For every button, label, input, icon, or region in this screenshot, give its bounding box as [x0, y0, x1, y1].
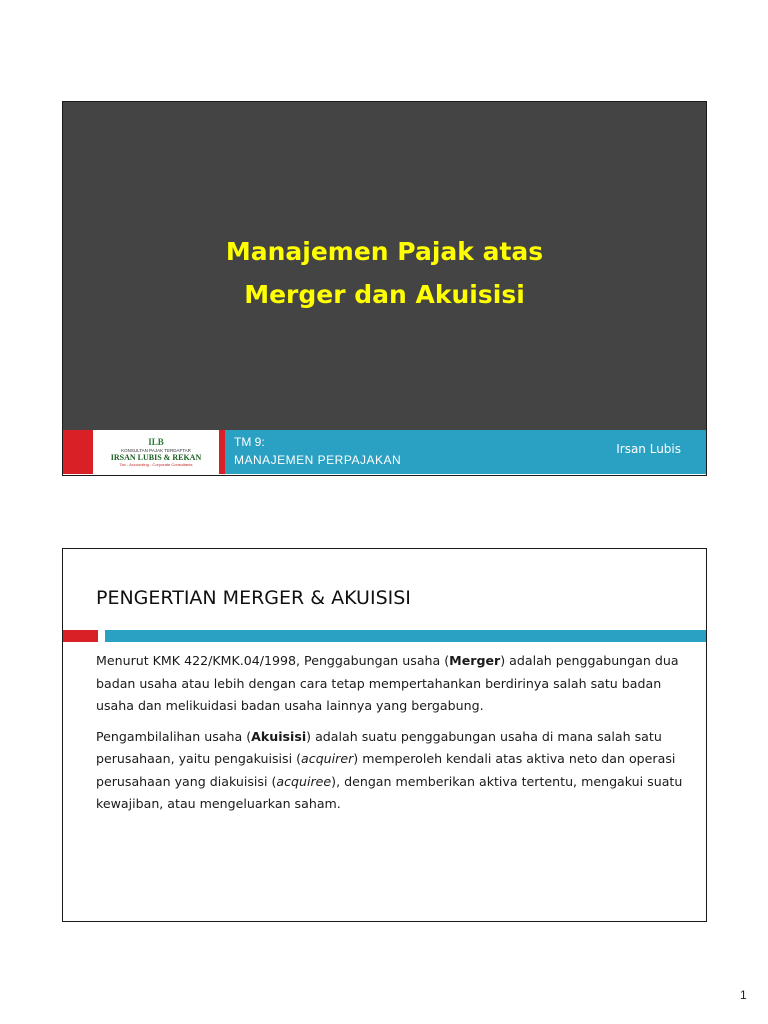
company-logo — [93, 430, 219, 474]
footer-teal-band — [225, 430, 706, 474]
paragraph-akuisisi — [96, 726, 686, 816]
logo-name: IRSAN LUBIS & REKAN — [110, 453, 202, 462]
heading-bar-gap — [98, 630, 105, 642]
heading-bar-teal — [105, 630, 706, 642]
akuisisi-text-1: Pengambilalihan usaha ( — [96, 728, 252, 744]
logo-tagline: KONSULTAN PAJAK TERDAFTAR — [121, 448, 191, 453]
slide-body — [96, 650, 686, 824]
title-slide — [62, 101, 707, 476]
slide-title-line1: Manajemen Pajak atas — [225, 237, 544, 266]
akuisisi-text-4: ), dengan memberikan aktiva tertentu, mengakui suatu kewajiban, atau mengeluarkan saham. — [96, 773, 683, 811]
slide-title-line2: Merger dan Akuisisi — [244, 280, 525, 309]
logo-services: Tax - Accounting - Corporate Consultants — [119, 462, 193, 467]
footer-course-name: MANAJEMEN PERPAJAKAN — [234, 453, 402, 467]
content-slide — [62, 548, 707, 922]
acquirer-term: acquirer — [301, 751, 354, 766]
akuisisi-text-3: ) memperoleh kendali atas aktiva neto dan operasi perusahaan yang diakuisisi ( — [96, 751, 676, 789]
akuisisi-term: Akuisisi — [251, 728, 307, 744]
page-number: 1 — [740, 988, 747, 1002]
merger-text-2: ) adalah penggabungan dua badan usaha atau lebih dengan cara tetap mempertahankan berdirinya salah satu badan usaha dan melikuidasi badan usaha lainnya yang bergabung. — [96, 653, 679, 713]
paragraph-merger — [96, 650, 686, 718]
title-slide-background — [63, 102, 706, 430]
title-slide-footer — [63, 430, 706, 474]
merger-term: Merger — [449, 653, 501, 668]
footer-course-code: TM 9: — [234, 435, 265, 449]
footer-author: Irsan Lubis — [616, 442, 681, 456]
acquiree-term: acquiree — [276, 773, 332, 789]
slide-heading: PENGERTIAN MERGER & AKUISISI — [96, 587, 411, 609]
logo-abbrev: ILB — [148, 437, 164, 447]
slide-title — [63, 230, 706, 316]
heading-bar-red — [63, 630, 98, 642]
akuisisi-text-2: ) adalah suatu penggabungan usaha di mana salah satu perusahaan, yaitu pengakuisisi ( — [96, 728, 662, 766]
footer-red-block-left — [63, 430, 93, 474]
merger-text-1: Menurut KMK 422/KMK.04/1998, Penggabungan usaha ( — [96, 653, 450, 668]
